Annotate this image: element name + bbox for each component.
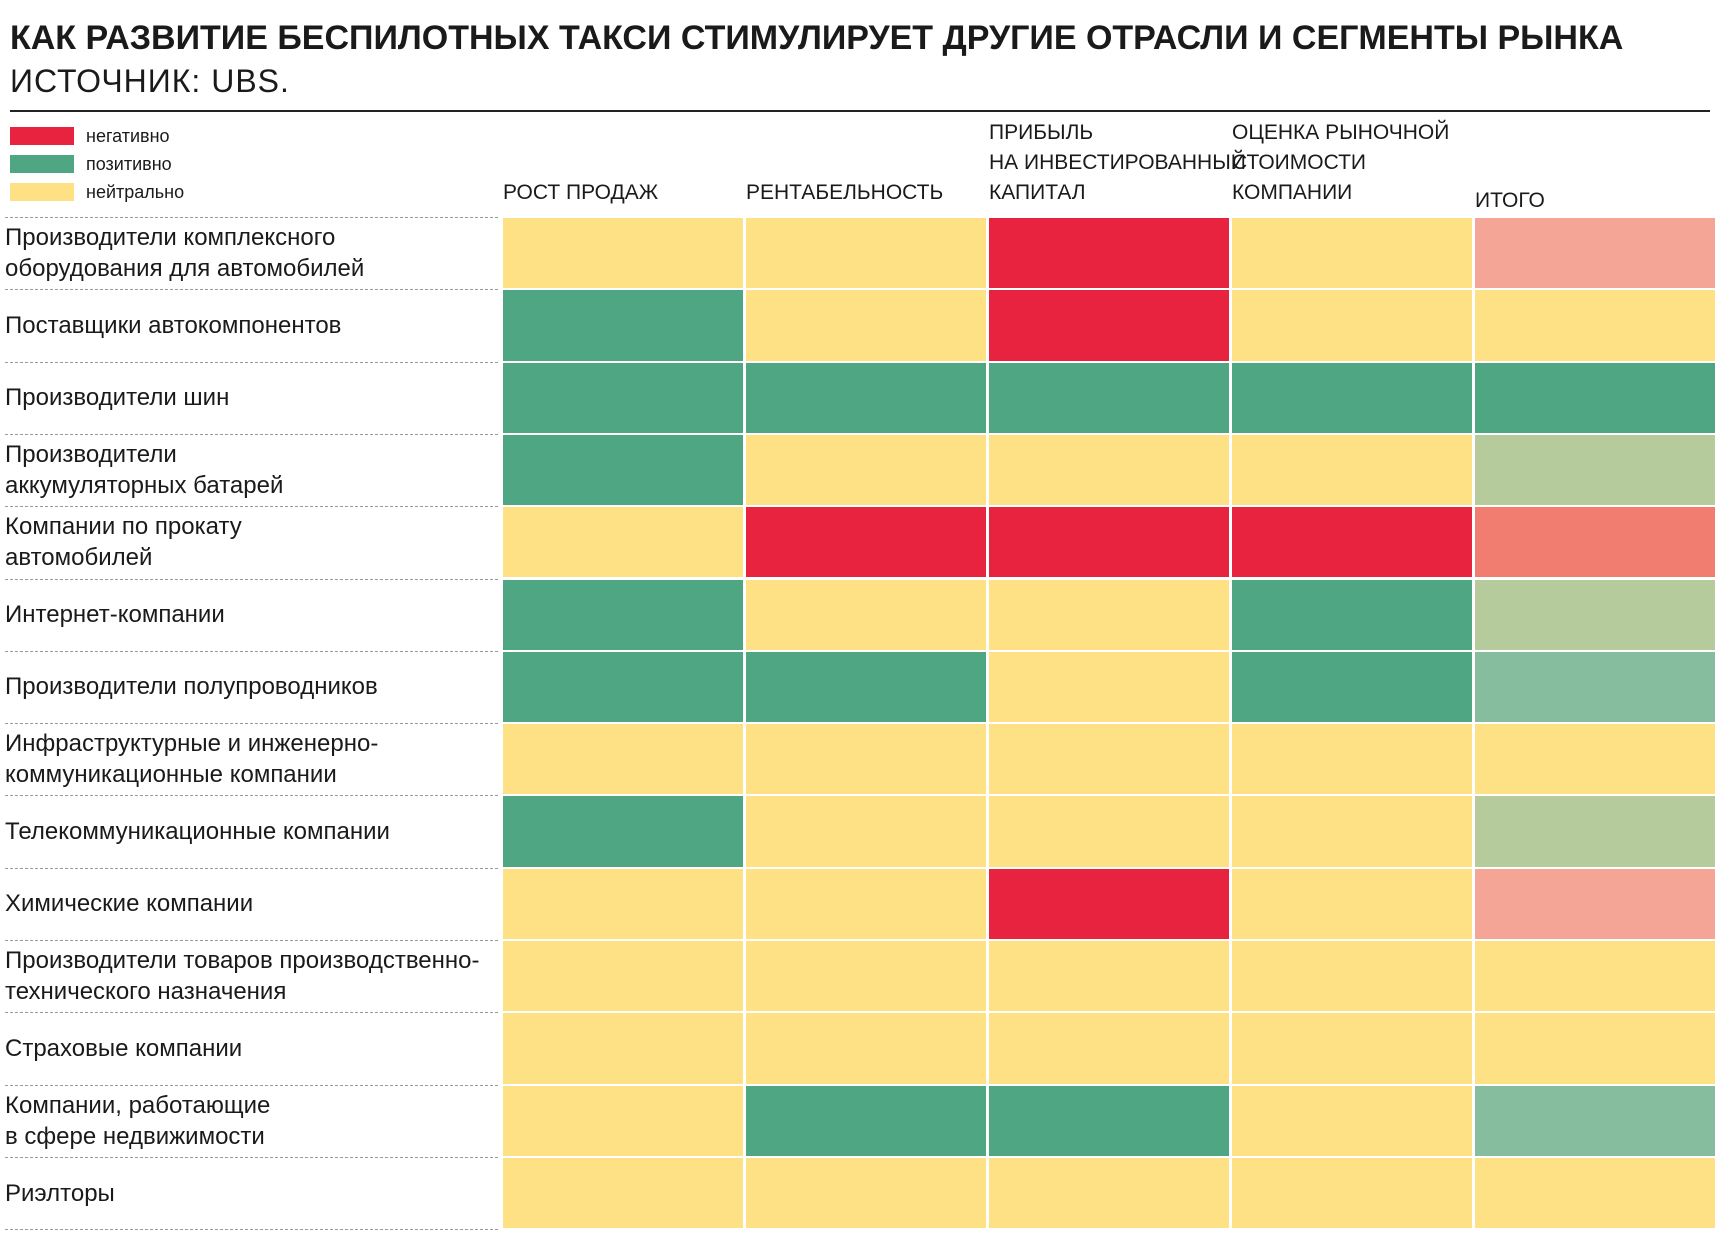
cell-r9-c2-neutral [746,796,986,866]
row-label-9: Телекоммуникационные компании [5,818,390,846]
row-label-3: Производители шин [5,384,230,412]
title-divider [10,110,1710,112]
row-label-13: Компании, работающие в сфере недвижимости [5,1091,271,1150]
cell-r9-c1-positive [503,796,743,866]
cell-r4-c5-total-positive [1475,435,1715,505]
row-label-8: Инфраструктурные и инженерно- коммуникационные компании [5,730,379,789]
cell-r14-c1-neutral [503,1158,743,1228]
cell-r11-c3-neutral [989,941,1229,1011]
cell-r4-c3-neutral [989,435,1229,505]
cell-r8-c1-neutral [503,724,743,794]
cell-r4-c4-neutral [1232,435,1472,505]
cell-r10-c4-neutral [1232,869,1472,939]
cell-r8-c4-neutral [1232,724,1472,794]
cell-r6-c3-neutral [989,580,1229,650]
legend-swatch-positive [10,155,74,173]
cell-r5-c1-neutral [503,507,743,577]
cell-r4-c1-positive [503,435,743,505]
cell-r3-c5-positive [1475,363,1715,433]
row-separator [5,217,498,218]
column-header-4: ОЦЕНКА РЫНОЧНОЙ СТОИМОСТИ КОМПАНИИ [1232,121,1450,204]
cell-r1-c2-neutral [746,218,986,288]
cell-r14-c2-neutral [746,1158,986,1228]
column-header-1: РОСТ ПРОДАЖ [503,181,659,204]
row-label-6: Интернет-компании [5,601,225,629]
row-label-4: Производители аккумуляторных батарей [5,441,284,500]
cell-r2-c4-neutral [1232,290,1472,360]
cell-r5-c3-negative [989,507,1229,577]
cell-r7-c2-positive [746,652,986,722]
cell-r4-c2-neutral [746,435,986,505]
legend-item-negative [10,126,170,146]
cell-r6-c5-total-positive [1475,580,1715,650]
cell-r10-c2-neutral [746,869,986,939]
cell-r7-c1-positive [503,652,743,722]
cell-r10-c3-negative [989,869,1229,939]
legend-label-positive: позитивно [86,153,172,174]
cell-r13-c5-total-strong-positive [1475,1086,1715,1156]
cell-r9-c4-neutral [1232,796,1472,866]
cell-r14-c3-neutral [989,1158,1229,1228]
cell-r3-c4-positive [1232,363,1472,433]
row-label-14: Риэлторы [5,1179,115,1207]
column-header-5: ИТОГО [1475,189,1545,212]
cell-r7-c5-total-strong-positive [1475,652,1715,722]
cell-r12-c2-neutral [746,1013,986,1083]
row-separator [5,1229,498,1230]
cell-r13-c3-positive [989,1086,1229,1156]
cell-r12-c3-neutral [989,1013,1229,1083]
legend-label-neutral: нейтрально [86,181,185,202]
row-label-12: Страховые компании [5,1034,243,1062]
cell-r5-c4-negative [1232,507,1472,577]
cell-r7-c3-neutral [989,652,1229,722]
legend-item-neutral [10,182,184,202]
cell-r8-c3-neutral [989,724,1229,794]
cell-r10-c5-total-negative [1475,869,1715,939]
cell-r10-c1-neutral [503,869,743,939]
column-header-2: РЕНТАБЕЛЬНОСТЬ [746,181,944,204]
cell-r12-c1-neutral [503,1013,743,1083]
cell-r14-c4-neutral [1232,1158,1472,1228]
cell-r2-c3-negative [989,290,1229,360]
cell-r11-c2-neutral [746,941,986,1011]
chart-title: КАК РАЗВИТИЕ БЕСПИЛОТНЫХ ТАКСИ СТИМУЛИРУЕТ ДРУГИЕ ОТРАСЛИ И СЕГМЕНТЫ РЫНКА [10,19,1624,57]
cell-r14-c5-neutral [1475,1158,1715,1228]
cell-r7-c4-positive [1232,652,1472,722]
legend-item-positive [10,154,172,174]
row-label-5: Компании по прокату автомобилей [5,513,242,572]
cell-r11-c1-neutral [503,941,743,1011]
row-label-10: Химические компании [5,890,254,918]
cell-r9-c3-neutral [989,796,1229,866]
cell-r5-c2-negative [746,507,986,577]
legend-swatch-negative [10,127,74,145]
cell-r13-c2-positive [746,1086,986,1156]
cell-r12-c5-neutral [1475,1013,1715,1083]
cell-r1-c4-neutral [1232,218,1472,288]
cell-r1-c3-negative [989,218,1229,288]
cell-r6-c1-positive [503,580,743,650]
row-label-11: Производители товаров производственно- технического назначения [5,947,480,1006]
cell-r3-c1-positive [503,363,743,433]
cell-r11-c5-neutral [1475,941,1715,1011]
cell-r11-c4-neutral [1232,941,1472,1011]
cell-r6-c4-positive [1232,580,1472,650]
cell-r12-c4-neutral [1232,1013,1472,1083]
cell-r2-c2-neutral [746,290,986,360]
cell-r1-c1-neutral [503,218,743,288]
chart-source: ИСТОЧНИК: UBS. [10,63,290,99]
cell-r9-c5-total-positive [1475,796,1715,866]
cell-r5-c5-total-strong-negative [1475,507,1715,577]
cell-r13-c4-neutral [1232,1086,1472,1156]
cell-r3-c2-positive [746,363,986,433]
cell-r8-c5-neutral [1475,724,1715,794]
row-label-2: Поставщики автокомпонентов [5,311,342,339]
cell-r6-c2-neutral [746,580,986,650]
row-label-1: Производители комплексного оборудования для автомобилей [5,224,365,283]
cell-r2-c1-positive [503,290,743,360]
cell-r8-c2-neutral [746,724,986,794]
legend-label-negative: негативно [86,125,170,146]
column-header-3: ПРИБЫЛЬ НА ИНВЕСТИРОВАННЫЙ КАПИТАЛ [989,121,1246,204]
row-label-7: Производители полупроводников [5,673,378,701]
cell-r13-c1-neutral [503,1086,743,1156]
cell-r2-c5-neutral [1475,290,1715,360]
cell-r3-c3-positive [989,363,1229,433]
cell-r1-c5-total-negative [1475,218,1715,288]
legend-swatch-neutral [10,183,74,201]
